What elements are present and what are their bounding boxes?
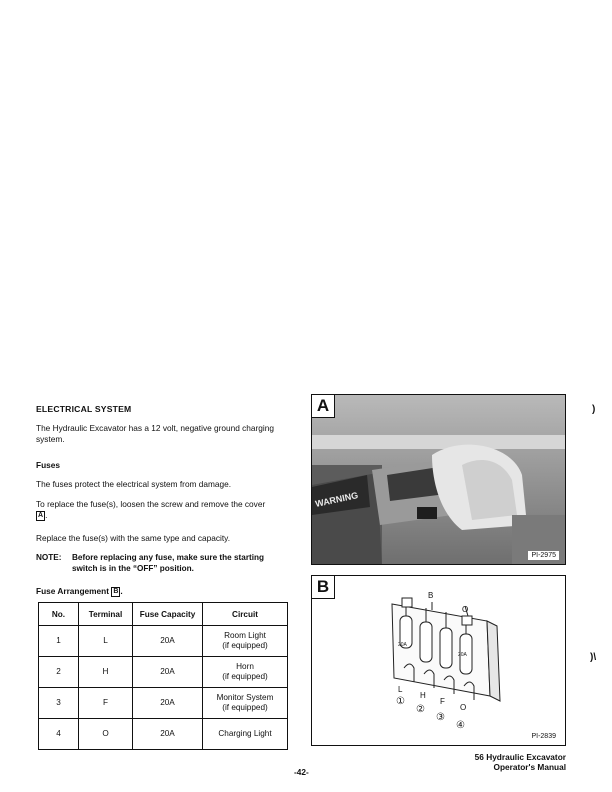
fuse-arrangement-title: Fuse Arrangement B . [36, 586, 123, 596]
manual-title-line-1: 56 Hydraulic Excavator [474, 752, 566, 762]
cell-circuit [203, 657, 288, 688]
number-2: ② [416, 704, 425, 715]
fuse-capacity-label: 20A [398, 642, 407, 648]
cell-terminal: F [79, 688, 133, 719]
circuit-line-2: (if equipped) [222, 672, 268, 681]
manual-title [458, 752, 566, 772]
figure-b-tag: B [312, 576, 335, 599]
note-line-1: Before replacing any fuse, make sure the starting [72, 553, 265, 562]
table-header-row [39, 603, 288, 626]
circuit-line-1: Monitor System [216, 693, 274, 702]
label-l: L [398, 685, 403, 694]
label-f: F [440, 697, 445, 706]
cell-no: 2 [39, 657, 79, 688]
cell-no: 3 [39, 688, 79, 719]
number-4: ④ [456, 720, 465, 731]
label-h: H [420, 691, 426, 700]
table-row [39, 657, 288, 688]
circuit-line-1: Room Light [224, 631, 266, 640]
note-block [36, 552, 296, 574]
fuse-arrangement-label: Fuse Arrangement [36, 586, 109, 596]
header-terminal: Terminal [79, 603, 133, 626]
cell-capacity: 20A [133, 657, 203, 688]
fuses-heading: Fuses [36, 460, 60, 470]
number-1: ① [396, 696, 405, 707]
cell-circuit [203, 688, 288, 719]
figure-a-code: PI-2975 [528, 551, 559, 560]
cell-capacity: 20A [133, 688, 203, 719]
note-label: NOTE: [36, 553, 62, 562]
table-row [39, 626, 288, 657]
note-line-2: switch is in the “OFF” position. [72, 564, 194, 573]
figure-a-tag: A [312, 395, 335, 418]
page-number: -42- [294, 767, 309, 777]
intro-paragraph: The Hydraulic Excavator has a 12 volt, negative ground charging system. [36, 423, 274, 444]
label-o: O [460, 703, 467, 712]
margin-mark-top: ) [592, 404, 596, 415]
circuit-line-1: Charging Light [218, 729, 272, 738]
table-row [39, 688, 288, 719]
section-title: ELECTRICAL SYSTEM [36, 404, 132, 414]
cell-terminal: H [79, 657, 133, 688]
fuse-3 [440, 628, 452, 668]
cell-no: 4 [39, 719, 79, 750]
label-o-top: O [462, 605, 469, 614]
header-no: No. [39, 603, 79, 626]
cell-no: 1 [39, 626, 79, 657]
replace-same-type: Replace the fuse(s) with the same type and capacity. [36, 533, 231, 543]
cell-circuit [203, 719, 288, 750]
cell-terminal: L [79, 626, 133, 657]
header-capacity: Fuse Capacity [133, 603, 203, 626]
fuses-paragraph: The fuses protect the electrical system from damage. [36, 479, 232, 489]
margin-mark-bottom: )\ [590, 652, 597, 663]
warning-label-text: WARNING [314, 490, 359, 509]
figure-b-diagram [311, 575, 566, 746]
circuit-line-2: (if equipped) [222, 703, 268, 712]
fuse-box-photo [312, 395, 566, 565]
replace-text: To replace the fuse(s), loosen the screw and remove the cover [36, 499, 266, 509]
circuit-line-1: Horn [236, 662, 254, 671]
cell-circuit [203, 626, 288, 657]
fuse-capacity-label-4: 20A [458, 652, 467, 658]
circuit-line-2: (if equipped) [222, 641, 268, 650]
label-b: B [428, 591, 434, 600]
manual-title-line-2: Operator's Manual [493, 762, 566, 772]
cell-terminal: O [79, 719, 133, 750]
replace-instruction: To replace the fuse(s), loosen the screw and remove the cover A . [36, 499, 266, 520]
figure-ref-a: A [38, 512, 44, 519]
fuse-2 [420, 622, 432, 662]
header-circuit: Circuit [203, 603, 288, 626]
figure-ref-b: B [113, 588, 119, 595]
figure-b-code: PI-2839 [528, 732, 559, 741]
table-row [39, 719, 288, 750]
fuse-arrangement-diagram [312, 576, 566, 746]
figure-a-photo [311, 394, 566, 565]
fuse-table [38, 602, 288, 750]
number-3: ③ [436, 712, 445, 723]
cell-capacity: 20A [133, 719, 203, 750]
cell-capacity: 20A [133, 626, 203, 657]
